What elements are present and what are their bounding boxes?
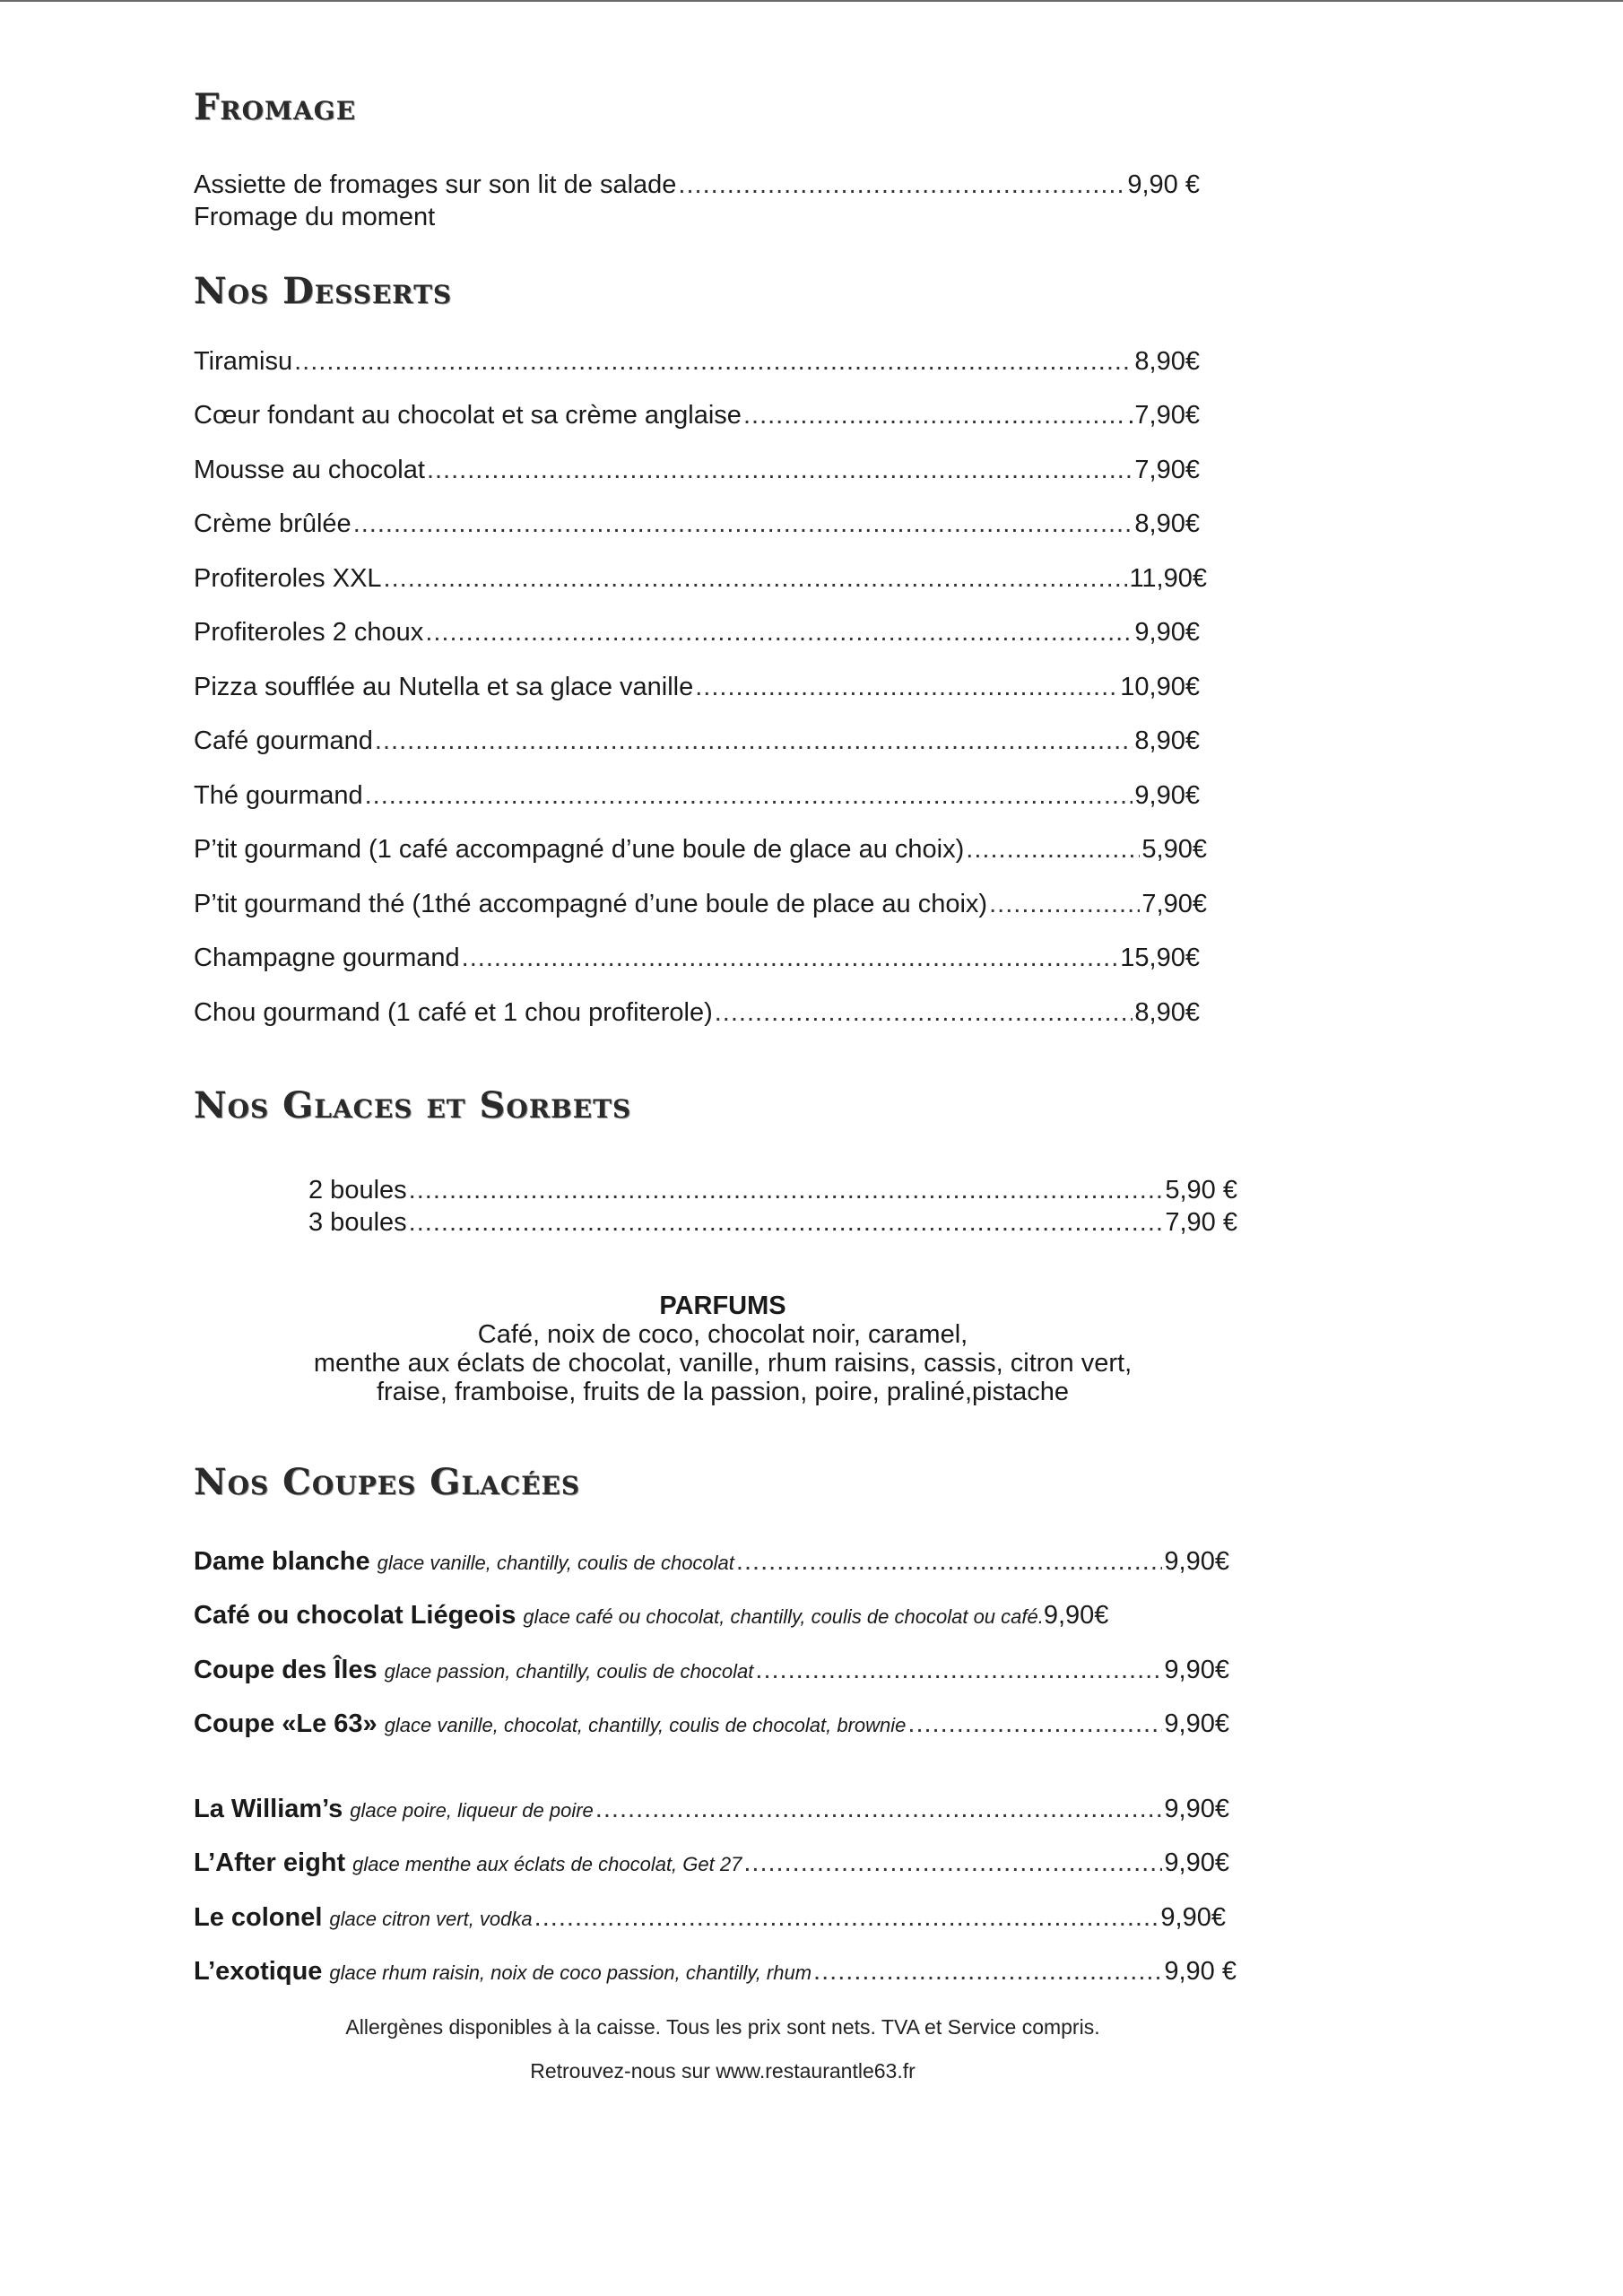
menu-item	[308, 1174, 1237, 1206]
item-price: 11,90€	[1129, 563, 1207, 593]
item-price: 9,90€	[1134, 618, 1200, 647]
parfums-line: fraise, framboise, fruits de la passion, poire, praliné,pistache	[376, 1377, 1070, 1406]
item-label: P’tit gourmand thé (1thé accompagné d’une boule de place au choix)	[194, 889, 988, 918]
section-title-fromage: Fromage	[194, 86, 357, 128]
menu-item	[194, 1545, 1229, 1600]
menu-item	[194, 996, 1200, 1051]
coupe-description: glace vanille, chocolat, chantilly, coulis de chocolat, brownie	[384, 1714, 907, 1737]
coupe-description: glace citron vert, vodka	[329, 1907, 533, 1930]
coupe-name: Café ou chocolat Liégeois	[194, 1601, 516, 1631]
item-label: P’tit gourmand (1 café accompagné d’une boule de glace au choix)	[194, 835, 965, 864]
parfums-title: PARFUMS	[659, 1292, 786, 1320]
footer-allergens: Allergènes disponibles à la caisse. Tous les prix sont nets. TVA et Service compris.	[345, 2014, 1100, 2039]
dot-leader	[678, 169, 1125, 201]
item-price: 9,90€	[1164, 1655, 1229, 1684]
item-price: 7,90 €	[1165, 1208, 1237, 1237]
parfums-block	[194, 1292, 1252, 1407]
dot-leader	[365, 779, 1133, 812]
item-label: Crème brûlée	[194, 509, 352, 538]
item-label: Tiramisu	[194, 346, 293, 376]
item-price: 8,90€	[1134, 509, 1200, 538]
coupe-name: Coupe «Le 63»	[194, 1709, 378, 1739]
item-price: 9,90€	[1164, 1709, 1229, 1739]
menu-item	[194, 1955, 1237, 2010]
menu-item	[194, 942, 1200, 996]
dot-leader	[425, 616, 1133, 648]
item-label: Profiteroles 2 choux	[194, 618, 424, 647]
dot-leader	[462, 942, 1119, 974]
menu-item	[194, 833, 1207, 888]
dot-leader	[966, 833, 1140, 865]
item-price: 8,90€	[1134, 997, 1200, 1027]
menu-item	[194, 508, 1200, 562]
coupe-name: Le colonel	[194, 1902, 323, 1932]
item-label: Champagne gourmand	[194, 944, 460, 972]
coupe-description: glace rhum raisin, noix de coco passion, chantilly, rhum	[329, 1961, 812, 1985]
dot-leader	[353, 508, 1133, 540]
item-price: 10,90€	[1120, 672, 1200, 701]
dot-leader	[409, 1174, 1164, 1206]
dot-leader	[294, 345, 1133, 378]
item-price: 9,90€	[1164, 1546, 1229, 1576]
section-title-coupes: Nos Coupes Glacées	[194, 1460, 581, 1503]
item-label: Profiteroles XXL	[194, 563, 382, 593]
dot-leader	[409, 1206, 1164, 1239]
coupe-name: L’After eight	[194, 1848, 346, 1878]
item-price: 5,90 €	[1165, 1176, 1237, 1205]
dot-leader	[743, 399, 1125, 431]
dot-leader	[534, 1901, 1159, 1934]
item-price: 8,90€	[1134, 726, 1200, 755]
coupe-name: Dame blanche	[194, 1546, 370, 1576]
menu-item	[194, 616, 1200, 671]
item-label: 2 boules	[308, 1176, 407, 1205]
menu-item	[308, 1206, 1237, 1239]
menu-item	[194, 888, 1207, 943]
menu-item	[194, 1708, 1229, 1762]
menu-item	[194, 454, 1200, 509]
item-price: 8,90€	[1134, 346, 1200, 376]
coupe-name: Coupe des Îles	[194, 1655, 378, 1684]
item-price: 7,90€	[1141, 889, 1207, 918]
fromage-note: Fromage du moment	[194, 203, 436, 232]
top-border-line	[0, 0, 1623, 2]
menu-item	[194, 1654, 1229, 1709]
section-title-glaces: Nos Glaces et Sorbets	[194, 1084, 632, 1126]
item-price: 9,90€	[1134, 780, 1200, 810]
footer-website: Retrouvez-nous sur www.restaurantle63.fr	[530, 2058, 916, 2083]
coupes-list	[194, 1545, 1252, 2010]
menu-item	[194, 671, 1200, 726]
dot-leader	[755, 1654, 1162, 1686]
coupe-description: glace passion, chantilly, coulis de chocolat	[384, 1659, 754, 1683]
dot-leader	[375, 725, 1133, 757]
item-price: 9,90€	[1160, 1902, 1226, 1932]
menu-item	[194, 725, 1200, 779]
section-title-desserts: Nos Desserts	[194, 269, 453, 312]
item-price: 9,90 €	[1127, 170, 1200, 199]
item-price: 9,90€	[1043, 1601, 1109, 1631]
coupe-description: glace vanille, chantilly, coulis de chocolat	[377, 1551, 734, 1574]
dot-leader	[595, 1793, 1163, 1825]
menu-item	[194, 1901, 1226, 1956]
menu-item	[194, 1793, 1229, 1848]
item-price: .7,90€	[1127, 401, 1200, 430]
menu-item	[194, 399, 1200, 454]
menu-item	[194, 562, 1207, 617]
coupe-description: glace poire, liqueur de poire	[350, 1798, 594, 1822]
item-price: 5,90€	[1141, 835, 1207, 864]
dot-leader	[695, 671, 1118, 703]
parfums-line: Café, noix de coco, chocolat noir, caramel,	[477, 1319, 968, 1349]
desserts-list	[194, 345, 1252, 1051]
dot-leader	[715, 996, 1133, 1029]
menu-item	[194, 1847, 1229, 1901]
item-price: 9,90€	[1164, 1794, 1229, 1823]
dot-leader	[743, 1847, 1162, 1879]
item-label: Assiette de fromages sur son lit de salade	[194, 170, 677, 199]
dot-leader	[813, 1955, 1162, 1987]
dot-leader	[736, 1545, 1163, 1578]
item-price: 9,90 €	[1164, 1957, 1237, 1987]
dot-leader	[427, 454, 1133, 486]
item-label: Chou gourmand (1 café et 1 chou profiterole)	[194, 997, 713, 1027]
item-price: 7,90€	[1134, 455, 1200, 484]
menu-item	[194, 169, 1200, 201]
item-price: 9,90€	[1164, 1848, 1229, 1878]
coupe-name: L’exotique	[194, 1957, 323, 1987]
item-label: Mousse au chocolat	[194, 455, 425, 484]
menu-page	[194, 86, 1252, 2083]
item-label: Pizza soufflée au Nutella et sa glace vanille	[194, 672, 694, 701]
menu-item	[194, 345, 1200, 400]
item-label: Café gourmand	[194, 726, 373, 755]
menu-item	[194, 1599, 1229, 1654]
glaces-list	[194, 1174, 1252, 1239]
dot-leader	[989, 888, 1140, 920]
coupe-name: La William’s	[194, 1794, 343, 1823]
menu-item	[194, 779, 1200, 834]
coupe-description: glace menthe aux éclats de chocolat, Get 27	[352, 1853, 742, 1876]
dot-leader	[907, 1708, 1162, 1740]
item-label: Cœur fondant au chocolat et sa crème anglaise	[194, 401, 742, 430]
item-label: 3 boules	[308, 1208, 407, 1237]
parfums-line: menthe aux éclats de chocolat, vanille, rhum raisins, cassis, citron vert,	[313, 1348, 1133, 1378]
item-price: 15,90€	[1120, 944, 1200, 972]
coupe-description: glace café ou chocolat, chantilly, coulis de chocolat ou café.	[523, 1605, 1044, 1629]
dot-leader	[384, 562, 1128, 595]
item-label: Thé gourmand	[194, 780, 363, 810]
